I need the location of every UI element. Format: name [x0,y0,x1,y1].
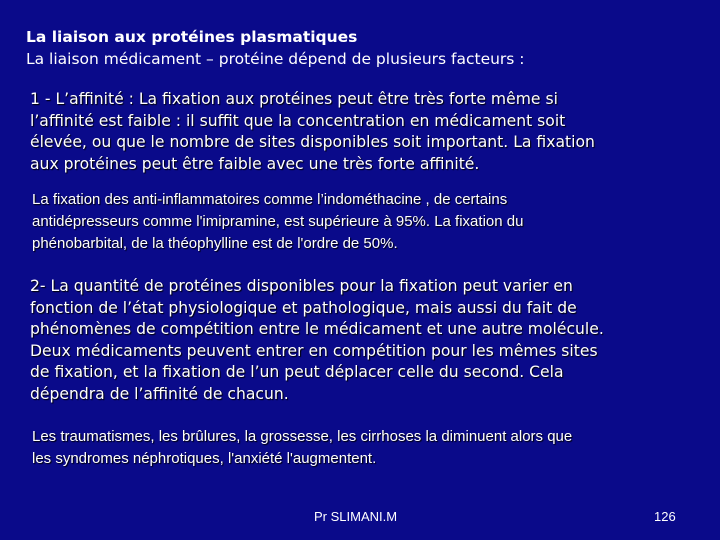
note-line: les syndromes néphrotiques, l'anxiété l'augmentent. [32,450,377,467]
note-conditions [32,426,572,470]
paragraph-line: élevée, ou que le nombre de sites disponibles soit important. La fixation [30,133,595,151]
paragraph-line: 2- La quantité de protéines disponibles pour la fixation peut varier en [30,277,573,295]
note-line: phénobarbital, de la théophylline est de l'ordre de 50%. [32,235,398,252]
paragraph-affinity [30,89,710,175]
paragraph-line: dépendra de l’affinité de chacun. [30,384,289,403]
paragraph-line: 1 - L’affinité : La fixation aux protéines peut être très forte même si [30,90,558,108]
footer-author: Pr SLIMANI.M [314,509,398,524]
note-line: La fixation des anti-inflammatoires comme l’indométhacine , de certains [32,191,508,208]
note-line: antidépresseurs comme l'imipramine, est supérieure à 95%. La fixation du [32,213,524,230]
paragraph-line: fonction de l’état physiologique et pathologique, mais aussi du fait de [30,298,577,317]
paragraph-line: Deux médicaments peuvent entrer en compétition pour les mêmes sites [30,341,598,360]
paragraph-line: aux protéines peut être faible avec une très forte affinité. [30,154,480,173]
note-fixation-examples [32,189,523,255]
paragraph-line: l’affinité est faible : il suffit que la concentration en médicament soit [30,111,566,130]
slide-subtitle: La liaison médicament – protéine dépend de plusieurs facteurs : [26,50,525,68]
page-number: 126 [654,509,676,524]
paragraph-line: de fixation, et la fixation de l’un peut déplacer celle du second. Cela [30,363,564,381]
paragraph-protein-quantity [30,276,710,405]
paragraph-line: phénomènes de compétition entre le médicament et une autre molécule. [30,320,604,338]
note-line: Les traumatismes, les brûlures, la grossesse, les cirrhoses la diminuent alors que [32,428,573,445]
slide-title: La liaison aux protéines plasmatiques [26,28,358,46]
